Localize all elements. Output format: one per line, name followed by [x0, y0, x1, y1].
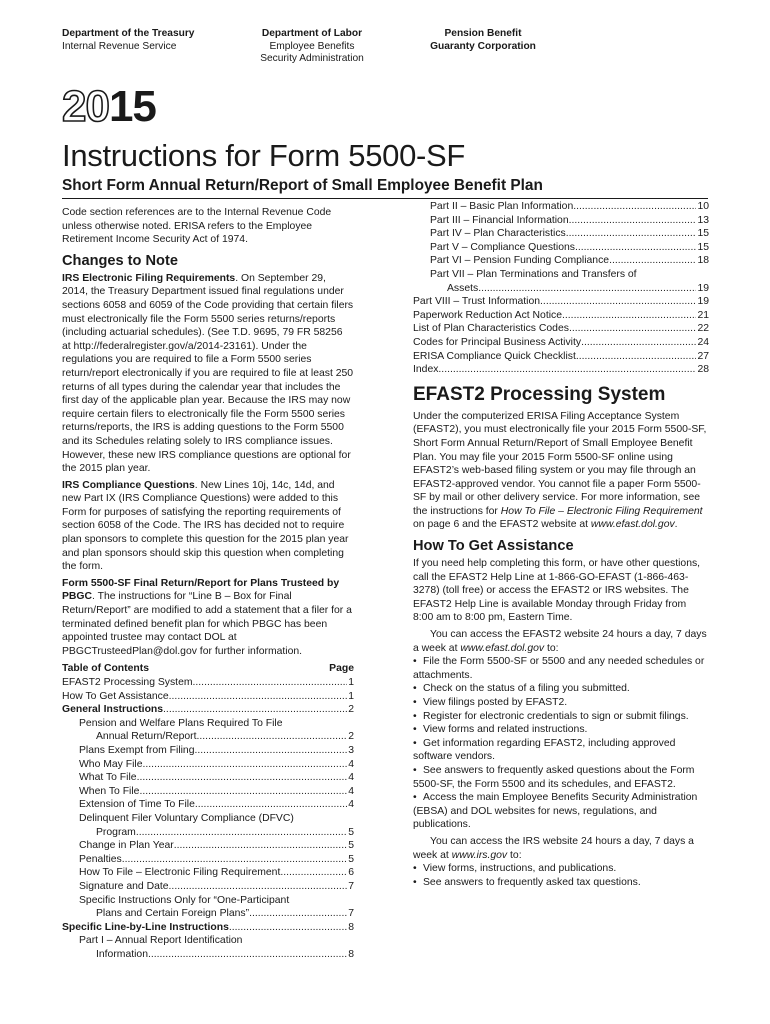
assist-paragraph-2 [413, 628, 709, 655]
toc-entry [62, 758, 354, 772]
bullet-icon: • [413, 724, 417, 736]
toc-leader-dots [573, 200, 696, 214]
bullet-icon: • [413, 737, 417, 749]
toc-entry [413, 200, 709, 214]
toc-entry [62, 798, 354, 812]
list-item-text: Register for electronic credentials to sign or submit filings. [423, 710, 689, 722]
toc-page-heading: Page [329, 663, 354, 675]
toc-entry-label: EFAST2 Processing System [62, 677, 193, 688]
agency-labor-sub1: Employee Benefits [269, 40, 355, 52]
bullet-icon: • [413, 697, 417, 708]
toc-entry-page: 4 [348, 758, 354, 770]
list-item [413, 723, 709, 737]
toc-entry [62, 730, 354, 744]
assist-paragraph-1: If you need help completing this form, or have other questions, call the EFAST2 Help Line at 1-866-GO-EFAST (1-866-463-3278) (toll free) or access the EFAST2 or IRS websites. The EFAST2 Help Line is available Monday through Friday from 8:00 am to 8:00 pm, Eastern Time. [413, 558, 701, 624]
toc-entry-page: 18 [697, 255, 709, 267]
assist-p3-text-b: to: [507, 849, 522, 861]
toc-leader-dots [576, 350, 697, 364]
bullet-icon: • [413, 792, 417, 804]
toc-entry-page: 13 [697, 214, 709, 226]
toc-heading: Table of Contents [62, 663, 149, 675]
bullet-icon: • [413, 863, 417, 875]
toc-entry-page: 21 [697, 309, 709, 321]
toc-entry-label: Program [96, 826, 136, 838]
year-outline-digits: 20 [62, 82, 109, 131]
toc-entry-page: 4 [348, 772, 354, 784]
toc-leader-dots [229, 921, 347, 935]
toc-leader-dots [163, 703, 347, 717]
agency-pbgc-name: Pension Benefit [444, 28, 522, 39]
toc-entry [413, 214, 709, 228]
intro-paragraph: Code section references are to the Internal Revenue Code unless otherwise noted. ERISA refers to the Employee Retirement Income Security Act of 1974. [62, 207, 332, 246]
toc-entry-page: 28 [697, 364, 709, 376]
toc-entry [62, 703, 354, 717]
toc-leader-dots [136, 826, 347, 840]
toc-leader-dots [143, 758, 348, 772]
toc-leader-dots [148, 948, 347, 962]
toc-entry-label: Annual Return/Report [96, 731, 197, 743]
toc-entry-label: Specific Line-by-Line Instructions [62, 921, 229, 933]
toc-leader-dots [137, 771, 348, 785]
toc-entry-label: Plans Exempt from Filing [79, 744, 195, 756]
toc-leader-dots [569, 214, 697, 228]
changes-paragraph-efile [62, 272, 354, 476]
toc-leader-dots [562, 309, 696, 323]
bullet-icon: • [413, 764, 417, 776]
toc-entry-page: 15 [697, 241, 709, 253]
toc-header [62, 662, 354, 676]
list-item-text: File the Form 5500-SF or 5500 and any needed schedules or attachments. [413, 656, 705, 681]
toc-entry-page: 27 [697, 350, 709, 362]
toc-entry-page: 5 [348, 840, 354, 852]
assist-p2-text-a: You can access the EFAST2 website 24 hours a day, 7 days a week at [413, 629, 707, 654]
efast-paragraph [413, 410, 709, 532]
pbgc-lead: Form 5500-SF Final Return/Report for Plans Trusteed by PBGC [62, 577, 340, 603]
toc-entry-label: Paperwork Reduction Act Notice [413, 309, 563, 321]
toc-leader-dots [169, 690, 348, 704]
toc-entry [413, 336, 709, 350]
toc-entry-page: 5 [348, 826, 354, 838]
toc-entry-label: Part V – Compliance Questions [430, 241, 575, 253]
toc-leader-dots [169, 880, 348, 894]
toc-entry [413, 282, 709, 296]
toc-entry [413, 254, 709, 268]
toc-leader-dots [438, 363, 696, 377]
list-item-text: View forms and related instructions. [423, 724, 588, 736]
toc-entry-label: Part IV – Plan Characteristics [430, 228, 566, 240]
toc-entry [62, 880, 354, 894]
toc-entry-label: How To File – Electronic Filing Requirement [79, 867, 281, 879]
toc-entry-page: 10 [697, 201, 709, 212]
assist-p3-text-a: You can access the IRS website 24 hours a day, 7 days a week at [413, 835, 694, 861]
agency-labor-sub2: Security Administration [260, 53, 364, 64]
toc-entry-label: What To File [79, 772, 137, 784]
toc-entry-page: 15 [697, 228, 709, 240]
toc-leader-dots [193, 676, 348, 690]
toc-entry-page: 1 [348, 690, 354, 702]
list-item-text: Access the main Employee Benefits Security Administration (EBSA) and DOL websites for news, regulations, and publications. [413, 792, 698, 831]
toc-leader-dots [609, 254, 696, 268]
bullet-icon: • [413, 683, 417, 695]
toc-entry [62, 785, 354, 799]
toc-entry-label: ERISA Compliance Quick Checklist [413, 350, 576, 362]
efile-lead: IRS Electronic Filing Requirements [62, 272, 236, 284]
toc-entry-page: 19 [697, 282, 709, 294]
assist-p3-url: www.irs.gov [451, 849, 508, 861]
toc-entry-page: 8 [348, 921, 354, 933]
toc-entry-label: Part III – Financial Information [430, 214, 569, 226]
assist-paragraph-3 [413, 835, 709, 862]
form-year [62, 84, 156, 130]
list-item [413, 655, 709, 682]
efast-text-italic: How To File – Electronic Filing Requirement [500, 505, 703, 517]
toc-entry-label: Part II – Basic Plan Information [430, 201, 574, 212]
toc-entry [413, 268, 709, 282]
efile-text: . On September 29, 2014, the Treasury Department issued final regulations under sections 6058 and 6059 of the Code providing that certain filers must electronically file the Form 5500 series returns/reports (including actuarial schedules). (See T.D. 9695, 79 FR 58256 at http://federalregister.gov/a/2014-23161). Under the regulations you are required to file a Form 5500 series return/report electronically if you are required to file at least 250 returns of all types during the calendar year that includes the first day of the applicable plan year. Because the IRS may now require certain filers to electronically file the Form 5500 series returns/reports, the IRS is adding questions to the Form 5500 and its Schedules relating solely to IRS compliance issues. However, these new IRS compliance questions are optional for the 2015 plan year. [62, 272, 354, 475]
toc-entry-label: Part VII – Plan Terminations and Transfers of [430, 268, 637, 280]
toc-leader-dots [478, 282, 696, 296]
efast-text-b: on page 6 and the EFAST2 website at [413, 519, 591, 531]
toc-entry-page: 1 [348, 677, 354, 688]
toc-entry [62, 921, 354, 935]
toc-entry [62, 934, 354, 948]
agency-pbgc-sub: Guaranty Corporation [430, 40, 536, 52]
assist-p2-url: www.efast.dol.gov [460, 642, 545, 654]
toc-entry [413, 241, 709, 255]
toc-leader-dots [566, 227, 697, 241]
toc-entry [62, 690, 354, 704]
list-item-text: View filings posted by EFAST2. [423, 697, 568, 708]
year-solid-digits: 15 [108, 82, 156, 131]
toc-entry [62, 771, 354, 785]
list-item-text: Get information regarding EFAST2, including approved software vendors. [413, 737, 676, 763]
toc-entry-page: 22 [697, 323, 709, 335]
list-item [413, 791, 709, 832]
pbgc-text: . The instructions for “Line B – Box for Final Return/Report” are modified to add a statement that a filer for a terminated defined benefit plan for which PBGC has been appointed trustee may contact DOL at PBGCTrusteedPlan@dol.gov for further information. [62, 591, 352, 657]
toc-entry-page: 2 [348, 731, 354, 743]
toc-leader-dots [197, 730, 348, 744]
toc-leader-dots [122, 853, 347, 867]
toc-entry-page: 19 [697, 296, 709, 308]
agency-pbgc [420, 28, 546, 53]
toc-entry-label: Delinquent Filer Voluntary Compliance (DFVC) [79, 812, 294, 824]
toc-entry-page: 6 [348, 867, 354, 879]
bullet-icon: • [413, 876, 417, 888]
toc-leader-dots [195, 798, 347, 812]
toc-entry-label: When To File [79, 785, 140, 797]
toc-entry-page: 5 [348, 853, 354, 865]
toc-leader-dots [540, 295, 696, 309]
toc-entry-page: 7 [348, 908, 354, 920]
toc-entry-label: Codes for Principal Business Activity [413, 336, 582, 348]
list-item [413, 737, 709, 764]
bullet-icon: • [413, 656, 417, 668]
toc-entry-label: Specific Instructions Only for “One-Participant [79, 894, 290, 906]
toc-entry-page: 2 [348, 704, 354, 716]
efast-heading: EFAST2 Processing System [413, 383, 666, 405]
toc-entry [413, 227, 709, 241]
toc-entry [62, 812, 354, 826]
toc-entry-label: Signature and Date [79, 880, 169, 892]
toc-entry-label: Extension of Time To File [79, 799, 195, 811]
toc-entry [413, 295, 709, 309]
bullet-icon: • [413, 710, 417, 722]
toc-entry [62, 839, 354, 853]
left-column [62, 206, 354, 961]
toc-entry-label: Part I – Annual Report Identification [79, 935, 243, 947]
list-item [413, 862, 709, 876]
toc-entry-page: 4 [348, 785, 354, 797]
toc-entry-label: Penalties [79, 853, 122, 865]
toc-leader-dots [139, 785, 347, 799]
toc-leader-dots [195, 744, 348, 758]
efast-bullet-list [413, 655, 709, 832]
changes-paragraph-pbgc [62, 577, 354, 659]
toc-entry [62, 894, 354, 908]
assist-heading: How To Get Assistance [413, 538, 574, 555]
agency-treasury-name: Department of the Treasury [62, 28, 195, 39]
efast-text-c: . [674, 519, 678, 531]
toc-entry-page: 8 [348, 948, 354, 960]
toc-entry-page: 7 [348, 880, 354, 892]
toc-entry [62, 866, 354, 880]
toc-entry [413, 350, 709, 364]
toc-entry [62, 717, 354, 731]
compliance-lead: IRS Compliance Questions [62, 479, 195, 491]
toc-entry-page: 4 [348, 799, 354, 811]
agency-labor [252, 28, 372, 66]
toc-entry [62, 948, 354, 962]
irs-bullet-list [413, 862, 709, 889]
agency-treasury [62, 28, 194, 53]
list-item [413, 876, 709, 890]
list-item [413, 764, 709, 791]
right-toc [413, 200, 709, 377]
toc-entry-label: Information [96, 948, 148, 960]
toc-entry [62, 826, 354, 840]
list-item-text: Check on the status of a filing you submitted. [423, 683, 630, 695]
toc-entry-label: Index [413, 364, 439, 376]
toc-entry-label: Plans and Certain Foreign Plans” [96, 908, 250, 920]
toc-entry [62, 676, 354, 690]
list-item-text: See answers to frequently asked questions about the Form 5500-SF, the Form 5500 and its schedules, and EFAST2. [413, 764, 695, 790]
toc-entry-page: 24 [697, 336, 709, 348]
toc-entry-label: Part VIII – Trust Information [413, 296, 541, 308]
toc-leader-dots [280, 866, 347, 880]
toc-entry-label: General Instructions [62, 704, 164, 716]
toc-leader-dots [581, 336, 696, 350]
toc-leader-dots [569, 322, 697, 336]
toc-entry [413, 363, 709, 377]
toc-entry-label: Part VI – Pension Funding Compliance [430, 255, 610, 267]
toc-entry-label: Assets [447, 282, 479, 294]
toc-entry [413, 322, 709, 336]
toc-entry [413, 309, 709, 323]
page-subtitle: Short Form Annual Return/Report of Small Employee Benefit Plan [62, 177, 543, 194]
toc-entry [62, 907, 354, 921]
toc-leader-dots [174, 839, 347, 853]
compliance-text: . New Lines 10j, 14c, 14d, and new Part IX (IRS Compliance Questions) were added to this Form for purposes of satisfying the reporting requirements of section 6058 of the Code. The IRS has decided not to require plan sponsors to complete this question for the 2015 plan year and plan sponsors should skip this question when completing the form. [62, 479, 349, 573]
toc-entry-label: List of Plan Characteristics Codes [413, 323, 569, 335]
list-item [413, 710, 709, 724]
toc-entry-label: How To Get Assistance [62, 690, 169, 702]
toc-entry-label: Pension and Welfare Plans Required To File [79, 717, 283, 729]
list-item-text: View forms, instructions, and publications. [423, 863, 617, 875]
list-item [413, 696, 709, 710]
page-title: Instructions for Form 5500-SF [62, 138, 466, 173]
left-toc [62, 676, 354, 961]
right-column [413, 200, 709, 889]
efast-text-a: Under the computerized ERISA Filing Acceptance System (EFAST2), you must electronically file your 2015 Form 5500-SF, Short Form Annual Return/Report of Small Employee Benefit Plan. You may file your 2015 Form 5500-SF online using EFAST2’s web-based filing system or you may file through an EFAST2-approved vendor. You cannot file a paper Form 5500-SF by mail or other delivery service. For more information, see the instructions for [413, 410, 707, 517]
agency-treasury-sub: Internal Revenue Service [62, 40, 177, 52]
toc-leader-dots [249, 907, 347, 921]
changes-heading: Changes to Note [62, 252, 178, 269]
list-item [413, 682, 709, 696]
toc-entry [62, 853, 354, 867]
toc-entry-page: 3 [348, 744, 354, 756]
changes-paragraph-compliance [62, 479, 354, 574]
efast-url: www.efast.dol.gov [590, 519, 675, 531]
toc-entry-label: Who May File [79, 758, 143, 770]
toc-entry-label: Change in Plan Year [79, 840, 174, 852]
assist-p2-text-b: to: [544, 642, 559, 654]
toc-entry [62, 744, 354, 758]
toc-leader-dots [575, 241, 696, 255]
list-item-text: See answers to frequently asked tax questions. [423, 876, 641, 888]
agency-labor-name: Department of Labor [261, 28, 363, 39]
